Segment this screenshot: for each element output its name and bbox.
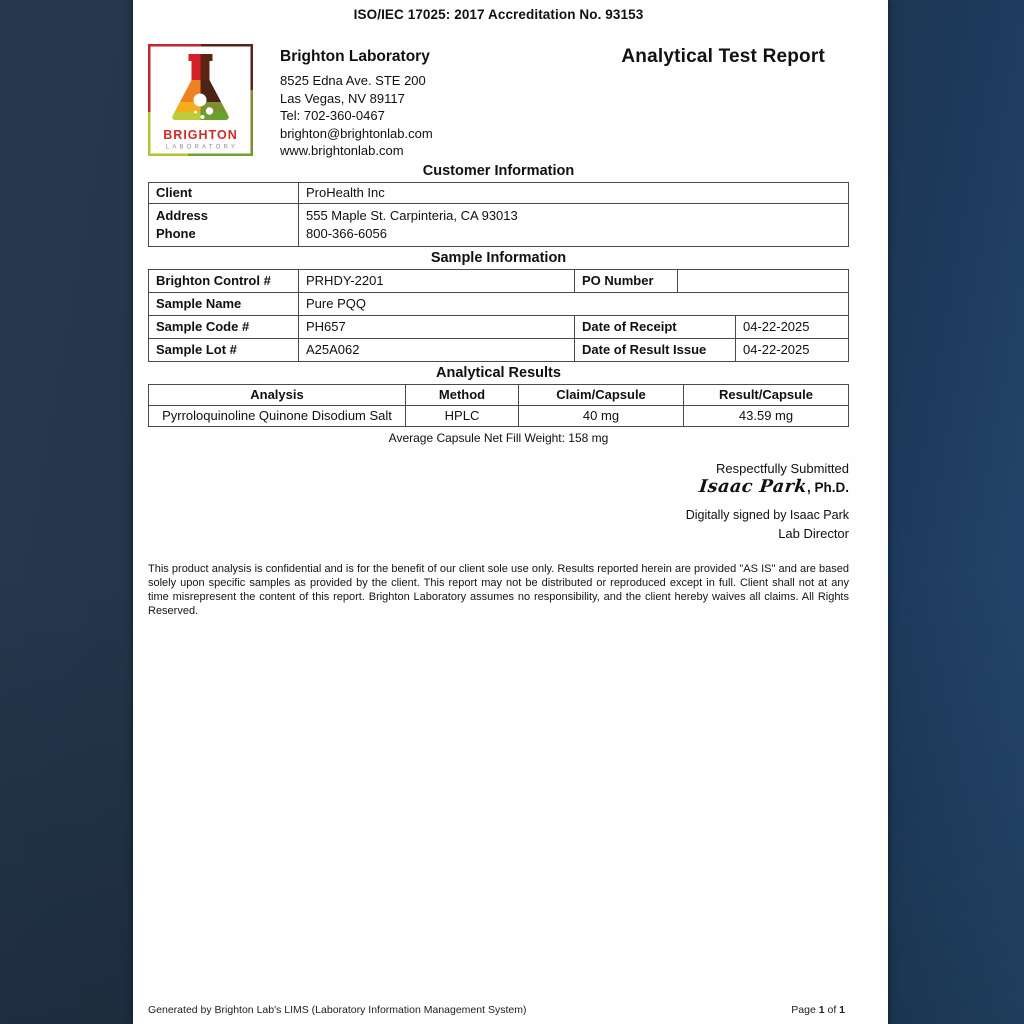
client-value: ProHealth Inc bbox=[299, 182, 849, 203]
lab-website: www.brightonlab.com bbox=[280, 143, 404, 159]
logo-brand-text: BRIGHTON bbox=[163, 128, 238, 142]
po-number-value bbox=[678, 269, 849, 292]
lab-phone: Tel: 702-360-0467 bbox=[280, 108, 385, 124]
digitally-signed-text: Digitally signed by Isaac Park bbox=[685, 508, 849, 523]
table-row bbox=[149, 292, 849, 315]
logo-sub-text: LABORATORY bbox=[165, 144, 239, 151]
signature-suffix: , Ph.D. bbox=[806, 480, 849, 496]
client-label: Client bbox=[149, 182, 299, 203]
date-issue-label: Date of Result Issue bbox=[575, 338, 736, 361]
sample-lot-value: A25A062 bbox=[299, 338, 575, 361]
page-footer bbox=[148, 1004, 845, 1016]
lab-address-line1: 8525 Edna Ave. STE 200 bbox=[280, 73, 426, 88]
brighton-logo bbox=[148, 44, 253, 156]
control-value: PRHDY-2201 bbox=[299, 269, 575, 292]
analysis-value: Pyrroloquinoline Quinone Disodium Salt bbox=[149, 405, 406, 426]
letterhead bbox=[148, 44, 849, 160]
address-value: 555 Maple St. Carpinteria, CA 93013 bbox=[306, 207, 518, 223]
generated-by-text: Generated by Brighton Lab's LIMS (Laboratory Information Management System) bbox=[148, 1004, 527, 1016]
address-phone-value bbox=[299, 203, 849, 246]
phone-label: Phone bbox=[156, 225, 196, 241]
result-header: Result/Capsule bbox=[684, 384, 849, 405]
customer-info-table bbox=[148, 182, 849, 247]
lab-director-text: Lab Director bbox=[778, 525, 849, 541]
method-value: HPLC bbox=[406, 405, 519, 426]
claim-value: 40 mg bbox=[519, 405, 684, 426]
address-label: Address bbox=[156, 207, 209, 223]
date-receipt-value: 04-22-2025 bbox=[736, 315, 849, 338]
sample-name-value: Pure PQQ bbox=[299, 292, 849, 315]
sample-code-value: PH657 bbox=[299, 315, 575, 338]
analytical-results-title: Analytical Results bbox=[436, 364, 561, 381]
report-content bbox=[133, 0, 888, 1024]
table-row bbox=[149, 203, 849, 246]
result-value: 43.59 mg bbox=[684, 405, 849, 426]
accreditation-header: ISO/IEC 17025: 2017 Accreditation No. 93153 bbox=[353, 7, 644, 22]
report-title: Analytical Test Report bbox=[621, 46, 825, 67]
table-row bbox=[149, 315, 849, 338]
table-row bbox=[149, 338, 849, 361]
sample-name-label: Sample Name bbox=[149, 292, 299, 315]
signature-block bbox=[148, 461, 849, 542]
customer-info-title: Customer Information bbox=[422, 162, 575, 179]
signature-script: Isaac Park bbox=[698, 477, 809, 498]
phone-value: 800-366-6056 bbox=[306, 225, 387, 241]
lab-info bbox=[280, 44, 433, 160]
lab-address-line2: Las Vegas, NV 89117 bbox=[280, 90, 405, 106]
sample-info-title: Sample Information bbox=[430, 249, 567, 266]
table-row bbox=[149, 182, 849, 203]
respectfully-submitted: Respectfully Submitted bbox=[716, 460, 849, 476]
sample-info-table bbox=[148, 269, 849, 362]
report-page bbox=[133, 0, 888, 1024]
address-phone-label bbox=[149, 203, 299, 246]
flask-icon bbox=[148, 44, 253, 156]
capsule-weight-note: Average Capsule Net Fill Weight: 158 mg bbox=[388, 430, 609, 445]
signature-line bbox=[148, 477, 849, 499]
date-issue-value: 04-22-2025 bbox=[736, 338, 849, 361]
analytical-results-table bbox=[148, 384, 849, 427]
page-num-total: 1 bbox=[839, 1004, 845, 1016]
analysis-header: Analysis bbox=[149, 384, 406, 405]
page-num-current: 1 bbox=[818, 1004, 825, 1016]
page-number: Page 1 of 1 bbox=[791, 1004, 845, 1016]
control-label: Brighton Control # bbox=[149, 269, 299, 292]
lab-name: Brighton Laboratory bbox=[280, 48, 430, 65]
results-header-row bbox=[149, 384, 849, 405]
lab-email: brighton@brightonlab.com bbox=[280, 125, 433, 141]
claim-header: Claim/Capsule bbox=[519, 384, 684, 405]
disclaimer-text: This product analysis is confidential and is for the benefit of our client sole use only. Results reported herein are provided "AS IS" and are based solely upon specific samples as provided by the client. This report may not be distributed or reproduced except in full. Client shall not at any time misrepresent the content of this report. Brighton Laboratory assumes no responsibility, and the client hereby waives all claims. All Rights Reserved. bbox=[148, 562, 849, 617]
method-header: Method bbox=[406, 384, 519, 405]
table-row bbox=[149, 269, 849, 292]
results-data-row bbox=[149, 405, 849, 426]
po-number-label: PO Number bbox=[575, 269, 678, 292]
sample-lot-label: Sample Lot # bbox=[149, 338, 299, 361]
date-receipt-label: Date of Receipt bbox=[575, 315, 736, 338]
sample-code-label: Sample Code # bbox=[149, 315, 299, 338]
